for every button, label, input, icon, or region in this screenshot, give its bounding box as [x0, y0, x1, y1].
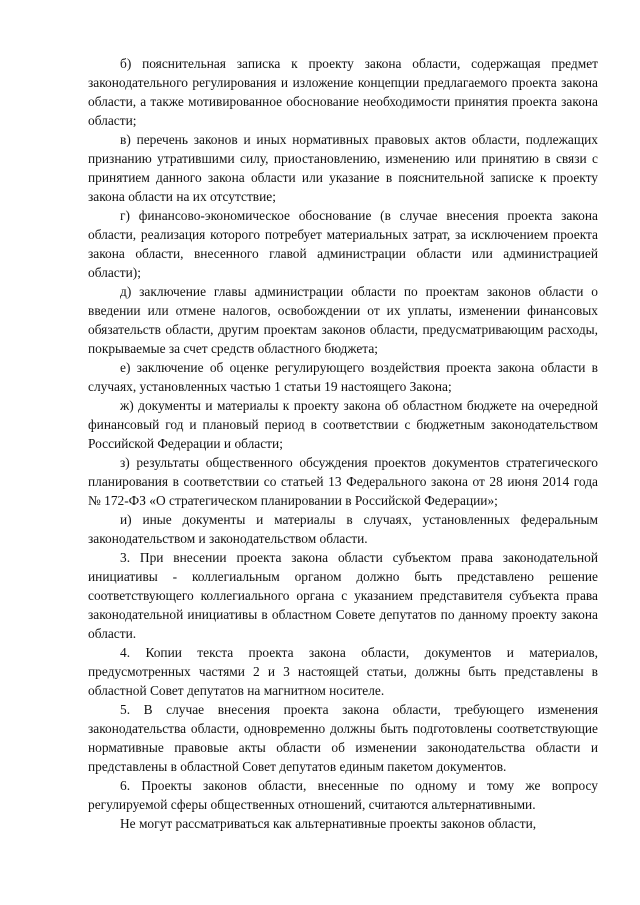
paragraph-part-6: 6. Проекты законов области, внесенные по одному и тому же вопросу регулируемой сферы общественных отношений, считаются альтернативными.	[88, 778, 598, 812]
paragraph-item-zh: ж) документы и материалы к проекту закона об областном бюджете на очередной финансовый год и плановый период в соответствии с бюджетным законодательством Российской Федерации и области;	[88, 398, 598, 451]
paragraph-continuation: Не могут рассматриваться как альтернативные проекты законов области,	[120, 816, 537, 831]
paragraph-item-i: и) иные документы и материалы в случаях, установленных федеральным законодательством и законодательством области.	[88, 512, 598, 546]
paragraph-item-b: б) пояснительная записка к проекту закона области, содержащая предмет законодательного регулирования и изложение концепции предлагаемого проекта закона области, а также мотивированное обоснование необходимости принятия проекта закона области;	[88, 56, 598, 128]
paragraph-part-5: 5. В случае внесения проекта закона области, требующего изменения законодательства области, одновременно должны быть подготовлены соответствующие нормативные правовые акты области об изменении законодательства области и представлены в областной Совет депутатов единым пакетом документов.	[88, 702, 598, 774]
paragraph-part-4: 4. Копии текста проекта закона области, документов и материалов, предусмотренных частями 2 и 3 настоящей статьи, должны быть представлены в областной Совет депутатов на магнитном носителе.	[88, 645, 598, 698]
paragraph-item-g: г) финансово-экономическое обоснование (в случае внесения проекта закона области, реализация которого потребует материальных затрат, за исключением проекта закона области, внесенного главой администрации области или администрацией области);	[88, 208, 598, 280]
document-page	[88, 54, 598, 833]
paragraph-item-v: в) перечень законов и иных нормативных правовых актов области, подлежащих признанию утратившими силу, приостановлению, изменению или принятию в связи с принятием данного закона области или указание в пояснительной записке к проекту закона области на их отсутствие;	[88, 132, 598, 204]
paragraph-item-e: е) заключение об оценке регулирующего воздействия проекта закона области в случаях, установленных частью 1 статьи 19 настоящего Закона;	[88, 360, 598, 394]
paragraph-item-z: з) результаты общественного обсуждения проектов документов стратегического планирования в соответствии со статьей 13 Федерального закона от 28 июня 2014 года № 172-ФЗ «О стратегическом планировании в Российской Федерации»;	[88, 455, 598, 508]
paragraph-part-3: 3. При внесении проекта закона области субъектом права законодательной инициативы - коллегиальным органом должно быть представлено решение соответствующего коллегиального органа с указанием представителя субъекта права законодательной инициативы в областном Совете депутатов по данному проекту закона области.	[88, 550, 598, 641]
paragraph-item-d: д) заключение главы администрации области по проектам законов области о введении или отмене налогов, освобождении от их уплаты, изменении финансовых обязательств области, другим проектам законов области, предусматривающим расходы, покрываемые за счет средств областного бюджета;	[88, 284, 598, 356]
